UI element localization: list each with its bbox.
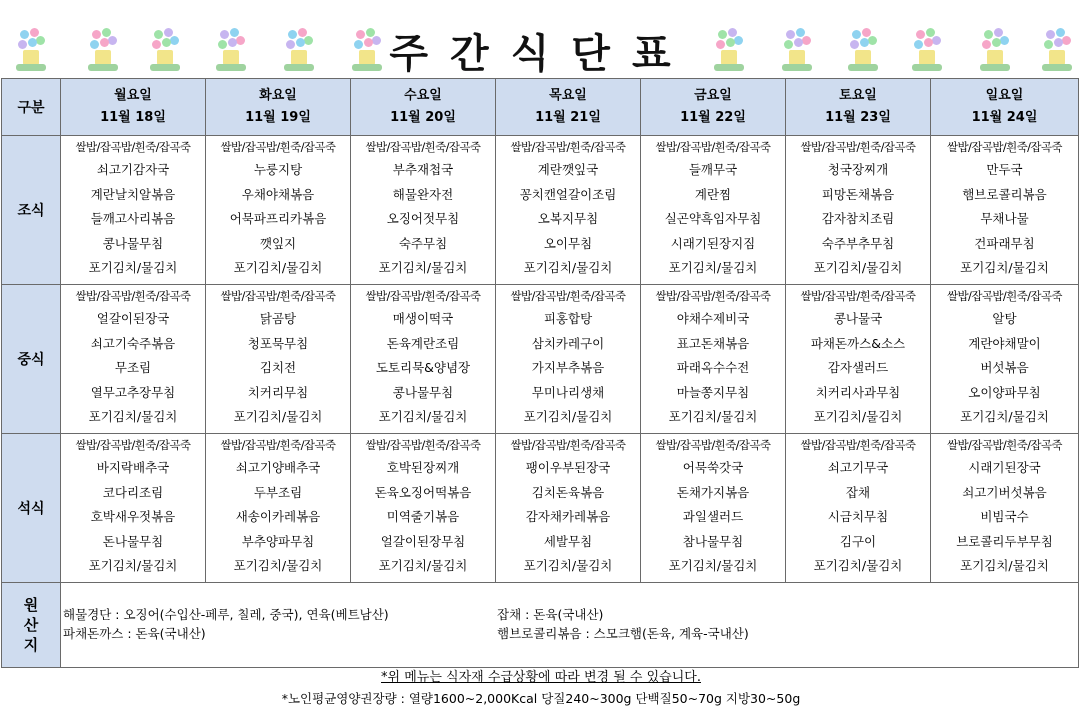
menu-cell: [496, 136, 641, 285]
menu-item: 쌀밥/잡곡밥/흰죽/잡곡죽: [800, 438, 916, 452]
menu-item: 치커리무침: [247, 384, 309, 400]
origin-char: 산: [23, 616, 39, 634]
menu-item: 숙주무침: [398, 235, 448, 251]
origin-char: 지: [23, 636, 39, 654]
menu-cell: [206, 136, 351, 285]
flower-pot-icon: [1040, 28, 1074, 72]
nutrition-text: *노인평균영양권장량 : 열량1600~2,000Kcal 당질240~300g 단백질50~70g 지방30~50g: [281, 691, 801, 706]
day-header: [931, 79, 1079, 136]
menu-item: 만두국: [986, 162, 1023, 177]
menu-item: 쌀밥/잡곡밥/흰죽/잡곡죽: [510, 438, 626, 452]
menu-cell: [206, 434, 351, 583]
day-name: 목요일: [549, 88, 587, 103]
menu-cell: [931, 285, 1079, 434]
menu-item: 쌀밥/잡곡밥/흰죽/잡곡죽: [220, 289, 336, 303]
menu-item: 쌀밥/잡곡밥/흰죽/잡곡죽: [947, 438, 1062, 452]
header: [0, 0, 1082, 78]
menu-item: 참나물무침: [682, 533, 744, 549]
menu-item: 시래기된장국: [968, 460, 1041, 475]
menu-item: 얼갈이된장무침: [380, 533, 466, 549]
day-name: 화요일: [259, 88, 297, 103]
menu-item: 파채돈까스&소스: [810, 335, 906, 351]
menu-item: 알탕: [992, 311, 1017, 326]
menu-item: 호박새우젓볶음: [90, 509, 176, 524]
menu-item: 무채나물: [980, 211, 1029, 226]
menu-item: 쌀밥/잡곡밥/흰죽/잡곡죽: [947, 289, 1062, 303]
menu-item: 깻잎지: [259, 235, 297, 251]
day-header-row: [2, 79, 1079, 136]
menu-item: 마늘쫑지무침: [676, 384, 750, 400]
menu-item: 오복지무침: [537, 211, 599, 226]
menu-item: 콩나물무침: [102, 235, 164, 251]
menu-item: 김치돈육볶음: [531, 484, 605, 500]
menu-item: 쇠고기감자국: [96, 162, 170, 177]
menu-item: 삼치카레구이: [531, 335, 605, 351]
menu-item: 피망돈채볶음: [821, 186, 895, 202]
menu-item: 도토리묵&양념장: [375, 360, 471, 375]
menu-cell: [206, 285, 351, 434]
menu-item: 피홍합탕: [543, 311, 593, 326]
menu-item: 포기김치/물김치: [960, 260, 1049, 275]
menu-item: 꽁치캔얼갈이조림: [519, 186, 617, 202]
menu-item: 햄브로콜리볶음: [962, 186, 1047, 202]
flower-pot-icon: [350, 28, 384, 72]
menu-item: 브로콜리두부무침: [956, 533, 1053, 549]
menu-item: 매생이떡국: [392, 311, 454, 326]
menu-item: 포기김치/물김치: [88, 409, 178, 424]
menu-item: 포기김치/물김치: [960, 409, 1049, 424]
day-date: 11월 21일: [535, 110, 601, 125]
menu-item: 건파래무침: [974, 235, 1035, 251]
flower-pot-icon: [14, 28, 48, 72]
menu-item: 쇠고기버섯볶음: [962, 484, 1047, 500]
menu-item: 들깨고사리볶음: [90, 211, 176, 226]
menu-item: 포기김치/물김치: [668, 260, 758, 275]
menu-table: [1, 78, 1079, 668]
day-date: 11월 23일: [825, 110, 891, 125]
menu-item: 오징어젓무침: [386, 211, 460, 226]
menu-item: 새송이카레볶음: [235, 509, 321, 524]
menu-item: 호박된장찌개: [386, 460, 460, 475]
meal-row: [2, 136, 1079, 285]
menu-item: 쌀밥/잡곡밥/흰죽/잡곡죽: [75, 438, 191, 452]
menu-item: 쇠고기무국: [827, 460, 889, 475]
menu-item: 돈채가지볶음: [676, 484, 750, 500]
day-header: [351, 79, 496, 136]
day-name: 수요일: [404, 88, 442, 103]
menu-item: 포기김치/물김치: [813, 409, 903, 424]
menu-item: 쌀밥/잡곡밥/흰죽/잡곡죽: [510, 140, 626, 154]
menu-item: 포기김치/물김치: [523, 409, 613, 424]
menu-item: 쌀밥/잡곡밥/흰죽/잡곡죽: [947, 140, 1062, 154]
menu-item: 열무고추장무침: [90, 384, 176, 400]
flower-pot-icon: [910, 28, 944, 72]
menu-cell: [641, 285, 786, 434]
menu-cell: [61, 434, 206, 583]
origin-header: [2, 583, 61, 668]
menu-item: 감자채카레볶음: [525, 509, 611, 524]
day-name: 일요일: [985, 88, 1024, 103]
menu-item: 포기김치/물김치: [88, 558, 178, 573]
menu-item: 쌀밥/잡곡밥/흰죽/잡곡죽: [365, 140, 481, 154]
day-date: 11월 24일: [971, 110, 1038, 125]
menu-item: 쌀밥/잡곡밥/흰죽/잡곡죽: [510, 289, 626, 303]
menu-item: 시금치무침: [827, 509, 889, 524]
menu-item: 청포묵무침: [247, 335, 309, 351]
menu-item: 포기김치/물김치: [88, 260, 178, 275]
menu-item: 비빔국수: [980, 509, 1029, 524]
menu-item: 잡채: [845, 484, 871, 500]
menu-cell: [641, 136, 786, 285]
menu-item: 무미나리생채: [531, 384, 605, 400]
menu-item: 어묵파프리카볶음: [229, 211, 327, 226]
menu-item: 돈육오징어떡볶음: [374, 484, 472, 500]
origin-line: 파채돈까스 : 돈육(국내산): [63, 626, 206, 641]
day-name: 월요일: [114, 88, 152, 103]
notice-text: *위 메뉴는 식자재 수급상황에 따라 변경 될 수 있습니다.: [381, 670, 701, 685]
menu-item: 쌀밥/잡곡밥/흰죽/잡곡죽: [75, 289, 191, 303]
menu-item: 포기김치/물김치: [813, 558, 903, 573]
menu-item: 버섯볶음: [980, 360, 1029, 375]
menu-item: 포기김치/물김치: [378, 409, 468, 424]
menu-item: 시래기된장지짐: [670, 235, 756, 251]
menu-cell: [641, 434, 786, 583]
origin-right: [497, 605, 749, 643]
menu-item: 오이양파무침: [968, 384, 1041, 400]
day-name: 금요일: [694, 88, 732, 103]
flower-pot-icon: [780, 28, 814, 72]
menu-item: 계란찜: [694, 186, 732, 202]
menu-item: 계란야채말이: [968, 335, 1041, 351]
menu-item: 과일샐러드: [682, 509, 744, 524]
menu-item: 포기김치/물김치: [378, 558, 468, 573]
meal-row: [2, 434, 1079, 583]
flower-pot-icon: [712, 28, 746, 72]
menu-item: 바지락배추국: [96, 460, 170, 475]
menu-item: 오이무침: [543, 235, 593, 251]
menu-item: 포기김치/물김치: [668, 409, 758, 424]
day-header: [641, 79, 786, 136]
category-header: 구분: [2, 79, 61, 136]
menu-item: 계란깻잎국: [537, 162, 599, 177]
meal-label: 석식: [2, 434, 61, 583]
day-date: 11월 19일: [245, 110, 311, 125]
origin-left: [63, 605, 389, 643]
menu-item: 치커리사과무침: [815, 384, 901, 400]
menu-item: 해물완자전: [392, 186, 454, 202]
menu-item: 콩나물국: [833, 311, 883, 326]
menu-item: 포기김치/물김치: [233, 260, 323, 275]
menu-cell: [496, 285, 641, 434]
menu-item: 쌀밥/잡곡밥/흰죽/잡곡죽: [655, 140, 771, 154]
menu-cell: [61, 285, 206, 434]
menu-item: 들깨무국: [688, 162, 738, 177]
menu-item: 숙주부추무침: [821, 235, 895, 251]
origin-line: 잡채 : 돈육(국내산): [497, 607, 604, 622]
menu-item: 미역줄기볶음: [386, 509, 460, 524]
day-header: [206, 79, 351, 136]
menu-cell: [786, 285, 931, 434]
day-date: 11월 18일: [100, 110, 166, 125]
menu-item: 청국장찌개: [827, 162, 889, 177]
menu-item: 포기김치/물김치: [523, 558, 613, 573]
origin-char: 원: [23, 596, 39, 614]
menu-cell: [786, 136, 931, 285]
day-name: 토요일: [839, 88, 877, 103]
day-header: [786, 79, 931, 136]
menu-item: 감자참치조림: [821, 211, 895, 226]
menu-item: 포기김치/물김치: [960, 558, 1049, 573]
flower-pot-icon: [214, 28, 248, 72]
menu-cell: [351, 434, 496, 583]
origin-line: 햄브로콜리볶음 : 스모크햄(돈육, 계육-국내산): [497, 626, 749, 641]
menu-item: 야채수제비국: [676, 311, 750, 326]
menu-cell: [931, 136, 1079, 285]
menu-item: 포기김치/물김치: [668, 558, 758, 573]
day-date: 11월 20일: [390, 110, 456, 125]
menu-item: 계란날치알볶음: [90, 186, 176, 202]
meal-row: [2, 285, 1079, 434]
menu-item: 부추재첩국: [392, 162, 454, 177]
menu-item: 김치전: [259, 360, 297, 375]
menu-item: 쌀밥/잡곡밥/흰죽/잡곡죽: [75, 140, 191, 154]
flower-pot-icon: [282, 28, 316, 72]
origin-row: [2, 583, 1079, 668]
menu-item: 돈육계란조림: [386, 335, 460, 351]
menu-item: 쌀밥/잡곡밥/흰죽/잡곡죽: [655, 289, 771, 303]
day-header: [61, 79, 206, 136]
menu-item: 쇠고기숙주볶음: [90, 335, 176, 351]
menu-item: 세발무침: [543, 533, 593, 549]
menu-item: 쌀밥/잡곡밥/흰죽/잡곡죽: [365, 438, 481, 452]
menu-item: 닭곰탕: [259, 311, 297, 326]
menu-item: 쇠고기양배추국: [235, 460, 321, 475]
menu-item: 포기김치/물김치: [378, 260, 468, 275]
origin-line: 해물경단 : 오징어(수입산-페루, 칠레, 중국), 연육(베트남산): [63, 607, 389, 622]
menu-item: 가지부추볶음: [531, 360, 605, 375]
flower-pot-icon: [846, 28, 880, 72]
menu-item: 우채야채볶음: [241, 186, 315, 202]
meal-label: 중식: [2, 285, 61, 434]
menu-item: 포기김치/물김치: [233, 409, 323, 424]
menu-item: 쌀밥/잡곡밥/흰죽/잡곡죽: [220, 438, 336, 452]
menu-cell: [786, 434, 931, 583]
menu-item: 쌀밥/잡곡밥/흰죽/잡곡죽: [800, 140, 916, 154]
menu-cell: [496, 434, 641, 583]
menu-item: 쌀밥/잡곡밥/흰죽/잡곡죽: [800, 289, 916, 303]
meal-label: 조식: [2, 136, 61, 285]
menu-item: 파래옥수수전: [676, 360, 750, 375]
day-date: 11월 22일: [680, 110, 746, 125]
menu-item: 감자샐러드: [827, 360, 889, 375]
menu-item: 포기김치/물김치: [233, 558, 323, 573]
flower-pot-icon: [86, 28, 120, 72]
menu-item: 김구이: [839, 533, 877, 549]
menu-item: 쌀밥/잡곡밥/흰죽/잡곡죽: [220, 140, 336, 154]
menu-item: 코다리조림: [102, 484, 164, 500]
menu-item: 포기김치/물김치: [813, 260, 903, 275]
menu-item: 쌀밥/잡곡밥/흰죽/잡곡죽: [365, 289, 481, 303]
flower-pot-icon: [148, 28, 182, 72]
page-title: 주간식단표: [389, 31, 693, 77]
flower-pot-icon: [978, 28, 1012, 72]
menu-item: 두부조림: [253, 484, 303, 500]
menu-item: 실곤약흑임자무침: [664, 211, 762, 226]
menu-cell: [931, 434, 1079, 583]
menu-item: 팽이우부된장국: [525, 460, 611, 475]
menu-item: 돈나물무침: [102, 533, 164, 549]
menu-item: 콩나물무침: [392, 384, 454, 400]
menu-item: 부추양파무침: [241, 533, 315, 549]
menu-cell: [351, 136, 496, 285]
menu-item: 어묵쑥갓국: [682, 460, 744, 475]
menu-cell: [351, 285, 496, 434]
menu-item: 쌀밥/잡곡밥/흰죽/잡곡죽: [655, 438, 771, 452]
day-header: [496, 79, 641, 136]
menu-item: 표고돈채볶음: [676, 335, 750, 351]
origin-info: [61, 583, 1079, 668]
menu-item: 누룽지탕: [253, 162, 303, 177]
menu-cell: [61, 136, 206, 285]
menu-item: 포기김치/물김치: [523, 260, 613, 275]
menu-item: 얼갈이된장국: [96, 311, 170, 326]
menu-item: 무조림: [114, 360, 152, 375]
